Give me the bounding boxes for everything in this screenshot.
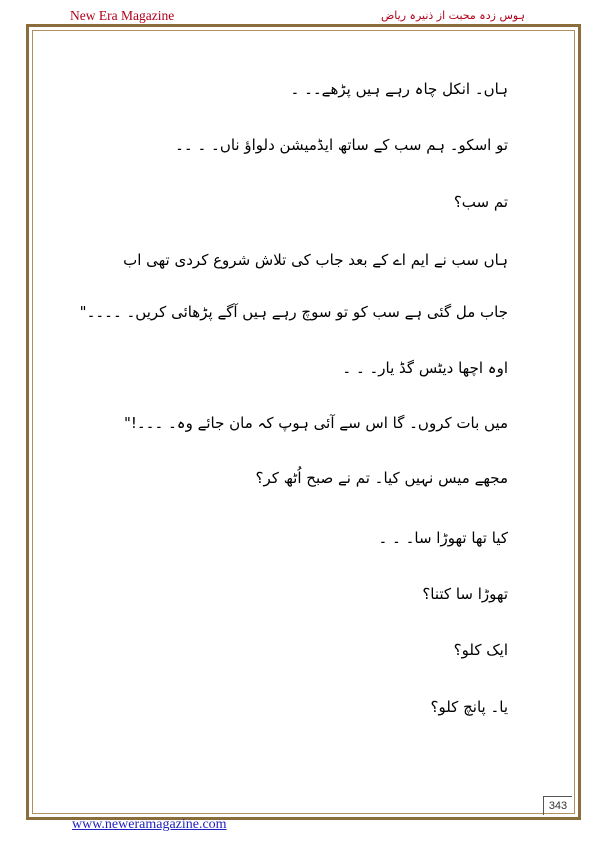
text-line-2: تو اسکو۔ ہم سب کے ساتھ ایڈمیشن دلواؤ ناں۔ ۔ ۔۔ [175,136,508,154]
magazine-name: New Era Magazine [70,8,175,23]
text-line-11: ایک کلو؟ [453,641,508,659]
page-number: 343 [543,796,572,815]
text-line-6: اوہ اچھا دیٹس گڈ یار۔ ۔ ۔ [342,359,508,377]
text-line-1: ہاں۔ انکل چاہ رہے ہیں پڑھے۔۔ ۔ [290,80,508,98]
text-line-9: کیا تھا تھوڑا سا۔ ۔ ۔ [378,529,508,547]
website-link[interactable]: www.neweramagazine.com [72,817,227,832]
text-line-12: یا۔ پانچ کلو؟ [430,698,508,716]
story-title: ہوس زدہ محبت از ذنیرہ ریاض [381,9,525,22]
text-line-5: جاب مل گئی ہے سب کو تو سوچ رہے ہیں آگے پڑھائی کریں۔ ۔۔۔۔" [79,303,508,321]
text-line-3: تم سب؟ [453,193,508,211]
text-line-10: تھوڑا سا کتنا؟ [422,585,508,603]
text-line-4: ہاں سب نے ایم اے کے بعد جاب کی تلاش شروع کردی تھی اب [123,251,508,269]
text-line-7: میں بات کروں۔ گا اس سے آئی ہوپ کہ مان جائے وہ۔ ۔۔۔!" [123,414,508,432]
text-line-8: مجھے میس نہیں کیا۔ تم نے صبح اُٹھ کر؟ [255,469,508,487]
